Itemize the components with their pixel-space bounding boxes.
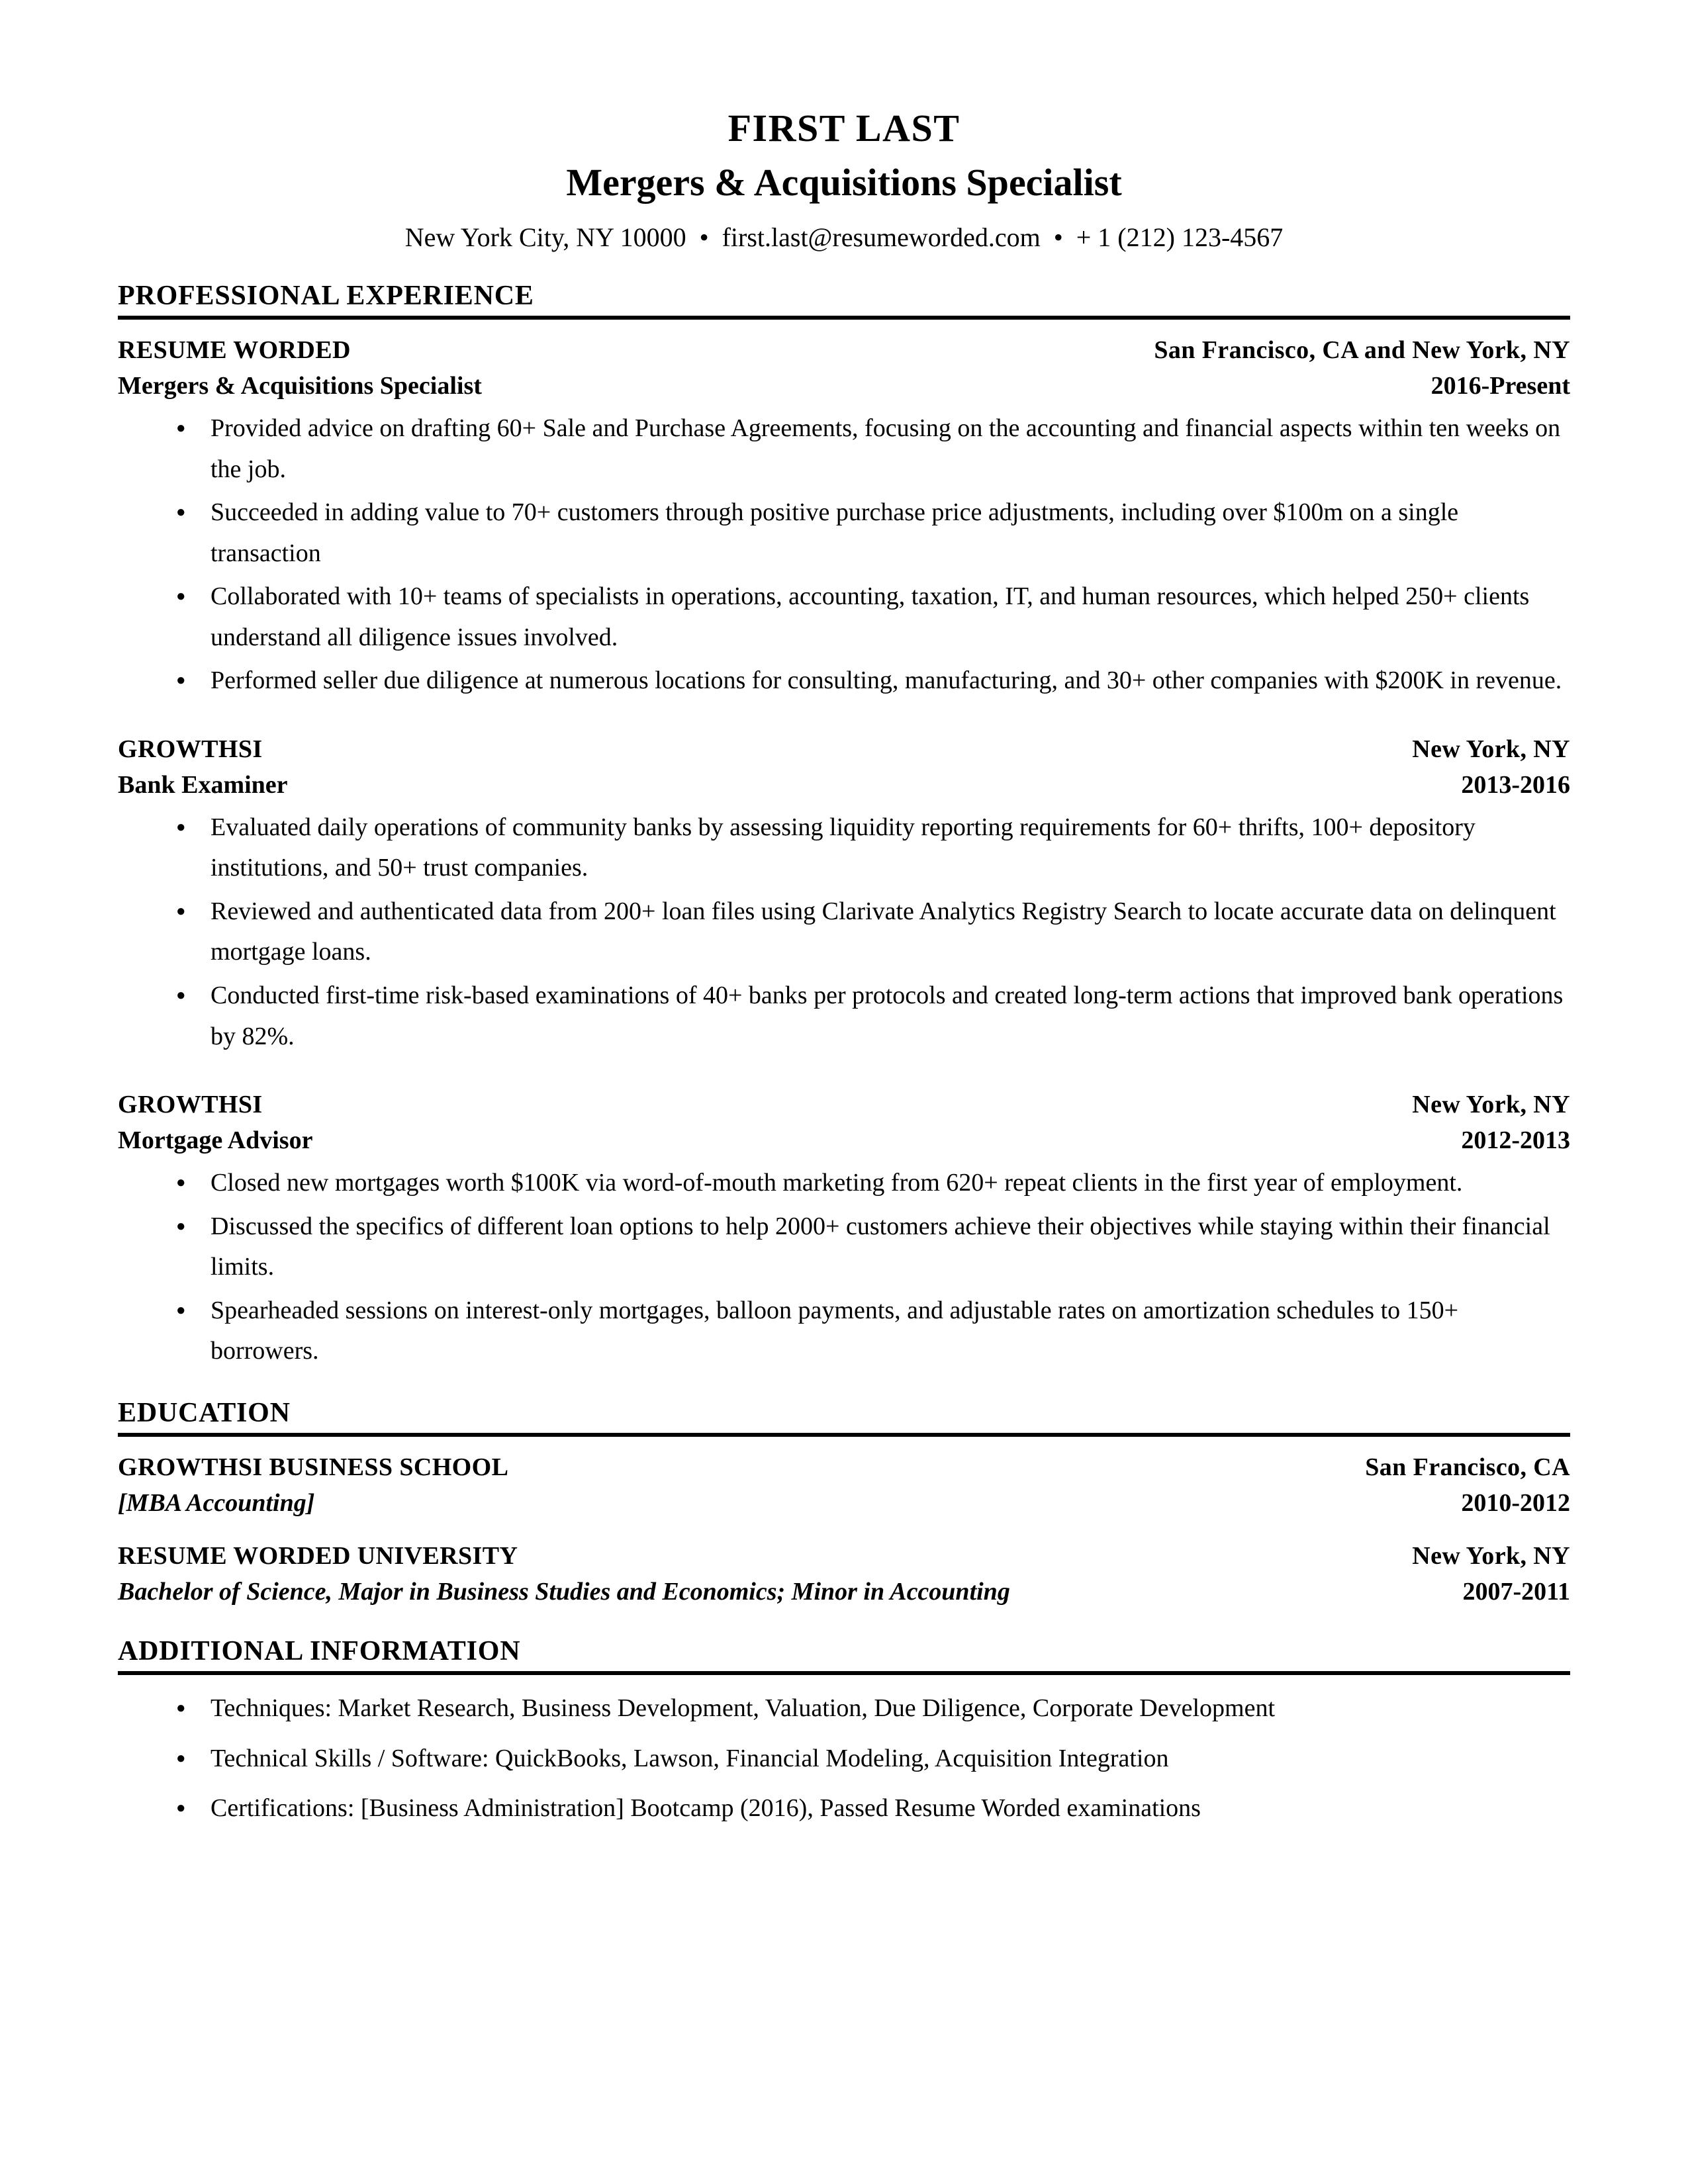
- section-divider: [118, 316, 1570, 320]
- bullet-item: ● Discussed the specifics of different loan options to help 2000+ customers achieve their objectives while staying within their financial limits.: [118, 1206, 1570, 1288]
- section-divider: [118, 1671, 1570, 1675]
- bullet-item: ● Conducted first-time risk-based examinations of 40+ banks per protocols and created long-term actions that improved bank operations by 82%.: [118, 976, 1570, 1057]
- bullet-item: ● Succeeded in adding value to 70+ customers through positive purchase price adjustments, including over $100m on a single transaction: [118, 492, 1570, 574]
- experience-location: San Francisco, CA and New York, NY: [1154, 336, 1570, 365]
- experience-entry: [118, 1087, 1570, 1372]
- experience-role: Bank Examiner: [118, 770, 288, 799]
- bullet-item: ● Reviewed and authenticated data from 200+ loan files using Clarivate Analytics Registry Search to locate accurate data on delinquent mortgage loans.: [118, 891, 1570, 973]
- education-location: San Francisco, CA: [1365, 1453, 1570, 1482]
- experience-bullet-list: [118, 408, 1570, 702]
- contact-separator-icon: •: [1053, 222, 1063, 252]
- additional-bullet-list: [118, 1688, 1570, 1829]
- bullet-item: ● Spearheaded sessions on interest-only mortgages, balloon payments, and adjustable rates on amortization schedules to 150+ borrowers.: [118, 1291, 1570, 1372]
- section-divider: [118, 1433, 1570, 1437]
- contact-separator-icon: •: [699, 222, 709, 252]
- experience-role-row: [118, 768, 1570, 803]
- candidate-name: FIRST LAST: [727, 107, 961, 150]
- section-education: [118, 1397, 1570, 1610]
- experience-company: RESUME WORDED: [118, 336, 351, 365]
- experience-bullet-list: [118, 807, 1570, 1057]
- education-school: GROWTHSI BUSINESS SCHOOL: [118, 1453, 509, 1482]
- bullet-item: ● Certifications: [Business Administration] Bootcamp (2016), Passed Resume Worded examinations: [118, 1788, 1570, 1829]
- contact-line: [118, 220, 1570, 255]
- education-location: New York, NY: [1412, 1541, 1570, 1570]
- experience-dates: 2016-Present: [1430, 372, 1570, 400]
- education-school-row: [118, 1450, 1570, 1486]
- experience-dates: 2013-2016: [1461, 770, 1570, 799]
- experience-role: Mortgage Advisor: [118, 1126, 313, 1155]
- experience-entry: [118, 333, 1570, 702]
- resume-header: [118, 0, 1570, 255]
- experience-org-row: [118, 333, 1570, 369]
- experience-dates: 2012-2013: [1461, 1126, 1570, 1155]
- education-entry: [118, 1450, 1570, 1522]
- experience-role-row: [118, 369, 1570, 404]
- education-dates: 2010-2012: [1461, 1488, 1570, 1517]
- contact-location: New York City, NY 10000: [404, 222, 686, 252]
- section-heading-additional: ADDITIONAL INFORMATION: [118, 1635, 521, 1666]
- bullet-item: ● Performed seller due diligence at numerous locations for consulting, manufacturing, and 30+ other companies with $200K in revenue.: [118, 660, 1570, 702]
- education-degree-row: [118, 1574, 1570, 1610]
- education-dates: 2007-2011: [1462, 1577, 1570, 1606]
- education-degree: Bachelor of Science, Major in Business Studies and Economics; Minor in Accounting: [118, 1577, 1010, 1606]
- experience-org-row: [118, 1087, 1570, 1123]
- education-degree-row: [118, 1486, 1570, 1522]
- experience-org-row: [118, 732, 1570, 768]
- experience-location: New York, NY: [1412, 1091, 1570, 1119]
- section-heading-experience: PROFESSIONAL EXPERIENCE: [118, 280, 534, 311]
- section-additional-information: [118, 1635, 1570, 1829]
- section-heading-education: EDUCATION: [118, 1397, 291, 1428]
- bullet-item: ● Technical Skills / Software: QuickBooks, Lawson, Financial Modeling, Acquisition Integration: [118, 1739, 1570, 1780]
- bullet-item: ● Evaluated daily operations of community banks by assessing liquidity reporting requirements for 60+ thrifts, 100+ depository institutions, and 50+ trust companies.: [118, 807, 1570, 889]
- education-school: RESUME WORDED UNIVERSITY: [118, 1541, 518, 1570]
- bullet-item: ● Closed new mortgages worth $100K via word-of-mouth marketing from 620+ repeat clients in the first year of employment.: [118, 1163, 1570, 1204]
- experience-role-row: [118, 1123, 1570, 1159]
- bullet-item: ● Techniques: Market Research, Business Development, Valuation, Due Diligence, Corporate Development: [118, 1688, 1570, 1729]
- education-degree: [MBA Accounting]: [118, 1488, 315, 1517]
- experience-role: Mergers & Acquisitions Specialist: [118, 372, 482, 400]
- experience-entry: [118, 732, 1570, 1057]
- experience-location: New York, NY: [1412, 735, 1570, 763]
- experience-company: GROWTHSI: [118, 1091, 263, 1119]
- contact-email[interactable]: first.last@resumeworded.com: [722, 222, 1041, 252]
- education-entry: [118, 1539, 1570, 1610]
- bullet-item: ● Collaborated with 10+ teams of specialists in operations, accounting, taxation, IT, and human resources, which helped 250+ clients understand all diligence issues involved.: [118, 576, 1570, 658]
- education-school-row: [118, 1539, 1570, 1574]
- section-professional-experience: [118, 280, 1570, 1372]
- contact-phone[interactable]: + 1 (212) 123-4567: [1076, 222, 1284, 252]
- candidate-job-title: Mergers & Acquisitions Specialist: [566, 161, 1122, 205]
- experience-company: GROWTHSI: [118, 735, 263, 763]
- bullet-item: ● Provided advice on drafting 60+ Sale and Purchase Agreements, focusing on the accounting and financial aspects within ten weeks on the job.: [118, 408, 1570, 490]
- experience-bullet-list: [118, 1163, 1570, 1372]
